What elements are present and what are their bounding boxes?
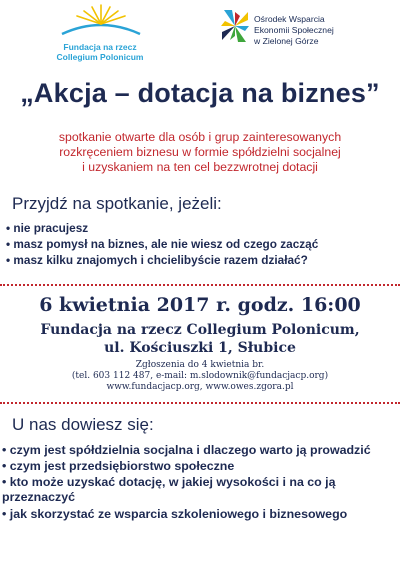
owes-logo (218, 6, 398, 56)
owes-logo-line2: Ekonomii Społecznej (254, 25, 334, 35)
dotted-divider (0, 284, 400, 286)
come-item: • masz pomysł na biznes, ale nie wiesz od czego zacząć (6, 237, 319, 251)
learn-item: • czym jest spółdzielnia socjalna i dlaczego warto ją prowadzić (2, 443, 371, 457)
intro-line-3: i uzyskaniem na ten cel bezzwrotnej dotacji (82, 160, 318, 174)
owes-logo-line3: w Zielonej Górze (254, 36, 319, 46)
event-date: 6 kwietnia 2017 r. godz. 16:00 (39, 294, 361, 316)
foundation-logo-line1: Fundacja na rzecz (63, 42, 137, 52)
dotted-divider (0, 402, 400, 404)
come-item: • masz kilku znajomych i chcielibyście razem działać? (6, 253, 308, 267)
headline: „Akcja – dotacja na biznes” (20, 78, 380, 108)
learn-item: • kto może uzyskać dotację, w jakiej wysokości i na co ją przeznaczyć (2, 475, 336, 504)
intro-line-1: spotkanie otwarte dla osób i grup zainteresowanych (58, 130, 342, 144)
pinwheel-icon (218, 6, 252, 46)
registration-deadline: Zgłoszenia do 4 kwietnia br. (135, 360, 265, 370)
learn-heading: U nas dowiesz się: (12, 415, 154, 434)
learn-item: • jak skorzystać ze wsparcia szkoleniowego i biznesowego (2, 507, 348, 521)
venue-line-1: Fundacja na rzecz Collegium Polonicum, (40, 322, 360, 338)
contact-info: (tel. 603 112 487, e-mail: m.slodownik@fundacjacp.org) (71, 371, 329, 381)
learn-item: • czym jest przedsiębiorstwo społeczne (2, 459, 235, 473)
foundation-logo (40, 2, 150, 64)
come-heading: Przyjdź na spotkanie, jeżeli: (12, 194, 222, 213)
websites: www.fundacjacp.org, www.owes.zgora.pl (106, 382, 294, 392)
owes-logo-line1: Ośrodek Wsparcia (254, 14, 325, 24)
come-item: • nie pracujesz (6, 221, 89, 235)
venue-line-2: ul. Kościuszki 1, Słubice (104, 340, 296, 356)
intro-line-2: rozkręceniem biznesu w formie spółdzielni socjalnej (59, 145, 341, 159)
foundation-logo-line2: Collegium Polonicum (56, 52, 144, 62)
sun-rays-icon (56, 2, 146, 38)
